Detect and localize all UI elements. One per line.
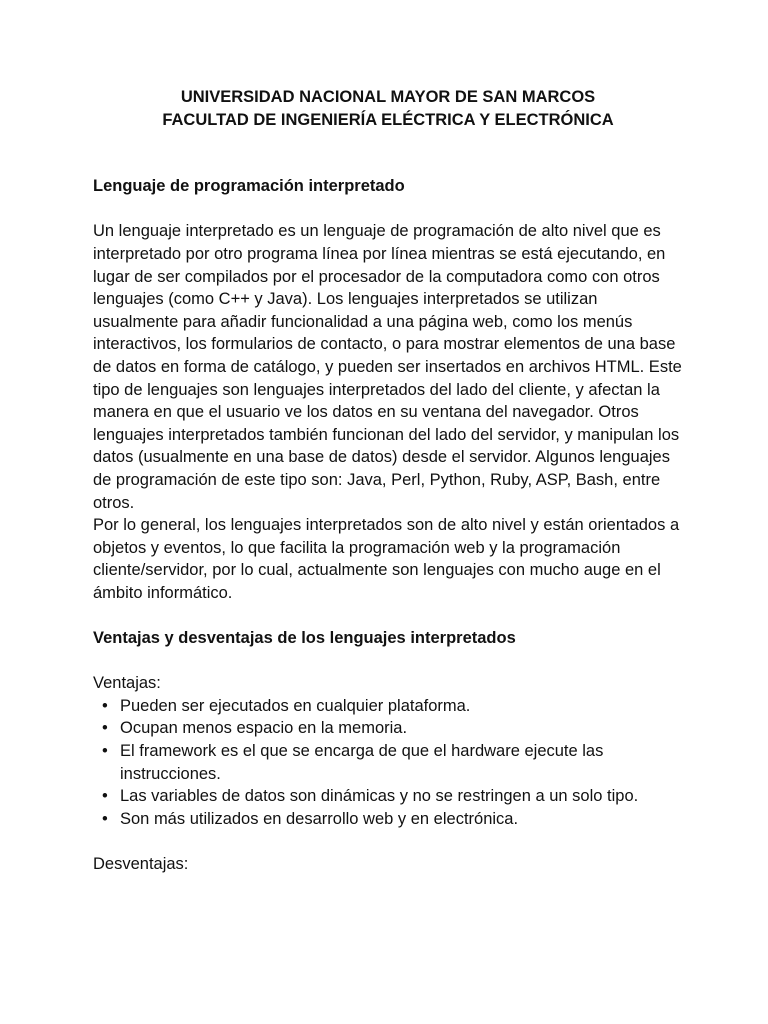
paragraph-definition: Un lenguaje interpretado es un lenguaje de programación de alto nivel que es interpretado por otro programa línea por línea mientras se está ejecutando, en lugar de ser compilados por el procesador de la computadora como con otros lenguajes (como C++ y Java). Los lenguajes interpretados se utilizan usualmente para añadir funcionalidad a una página web, como los menús interactivos, los formularios de contacto, o para mostrar elementos de una base de datos en forma de catálogo, y pueden ser insertados en archivos HTML. Este tipo de lenguajes son lenguajes interpretados del lado del cliente, y afectan la manera en que el usuario ve los datos en su ventana del navegador. Otros lenguajes interpretados también funcionan del lado del servidor, y manipulan los datos (usualmente en una base de datos) desde el servidor. Algunos lenguajes de programación de este tipo son: Java, Perl, Python, Ruby, ASP, Bash, entre otros. [93, 222, 682, 512]
bullet-icon: • [102, 787, 108, 806]
list-item [102, 695, 683, 718]
advantages-label: Ventajas: [93, 674, 161, 693]
list-item [102, 808, 683, 831]
advantages-list [93, 695, 683, 831]
disadvantages-label: Desventajas: [93, 855, 189, 873]
bullet-icon: • [102, 809, 108, 828]
document-page [93, 86, 683, 876]
list-item [102, 740, 683, 785]
list-item-text: Las variables de datos son dinámicas y no se restringen a un solo tipo. [120, 787, 639, 806]
list-item-text: Pueden ser ejecutados en cualquier plataforma. [120, 696, 471, 715]
section-heading-pros-cons: Ventajas y desventajas de los lenguajes interpretados [93, 629, 516, 648]
section-heading-interpreted-language: Lenguaje de programación interpretado [93, 177, 405, 196]
bullet-icon: • [102, 742, 108, 761]
spacer [93, 604, 683, 627]
list-item-text: Ocupan menos espacio en la memoria. [120, 719, 408, 738]
list-item-text: El framework es el que se encarga de que el hardware ejecute las instrucciones. [120, 742, 604, 783]
bullet-icon: • [102, 696, 108, 715]
paragraph-general: Por lo general, los lenguajes interpretados son de alto nivel y están orientados a objetos y eventos, lo que facilita la programación web y la programación cliente/servidor, por lo cual, actualmente son lenguajes con mucho auge en el ámbito informático. [93, 516, 680, 602]
list-item [102, 785, 683, 808]
list-item [102, 717, 683, 740]
bullet-icon: • [102, 719, 108, 738]
list-item-text: Son más utilizados en desarrollo web y en electrónica. [120, 809, 519, 828]
university-name: UNIVERSIDAD NACIONAL MAYOR DE SAN MARCOS [180, 88, 596, 106]
document-header [93, 86, 683, 131]
spacer [93, 830, 683, 853]
faculty-name: FACULTAD DE INGENIERÍA ELÉCTRICA Y ELECTRÓNICA [162, 110, 614, 129]
